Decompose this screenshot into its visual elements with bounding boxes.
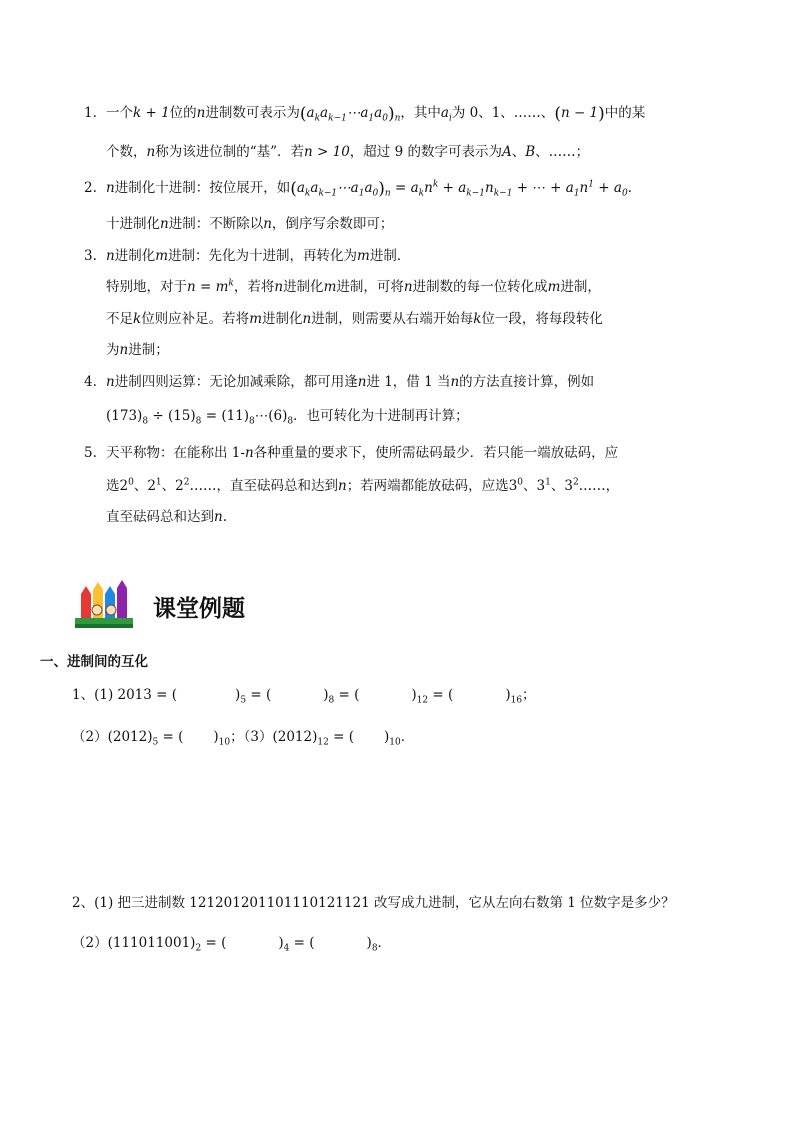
text: 进制化 [262,311,303,327]
math-A: A [501,144,512,160]
item-number: 3. [84,248,97,264]
item-1-line-2 [106,142,589,162]
math-n: n [106,374,115,390]
text: 十进制化 [106,216,160,232]
text: 进制化 [114,248,156,264]
text: 为 0、1、……、 [451,105,555,121]
item-5-line-2 [106,476,619,496]
math-base: 2 [175,478,184,494]
text: 个数， [106,144,147,160]
math-B: B [525,144,536,160]
section-1-title: 一、进制间的互化 [40,654,148,670]
math-ai: a [440,105,449,121]
item-4-line-1 [84,372,594,392]
item-5-line-3 [106,507,227,527]
math-n: n [214,509,223,525]
math-sub: 12 [317,737,329,748]
text: ……，直至砝码总和达到 [189,478,338,494]
text: 进制：先化为十进制，再转化为 [168,248,358,264]
section-heading-title: 课堂例题 [153,596,245,622]
math-6: (6) [268,408,288,424]
text: 一个 [106,105,133,121]
math-pow: 2 [183,477,190,488]
math-sub: 5 [240,695,247,706]
text: 进制数可表示为 [205,105,300,121]
item-3-line-2 [106,277,601,297]
text: 、 [133,478,148,494]
text: ) [213,729,219,745]
math-exp-k: k [228,278,234,289]
math-m: m [357,248,370,264]
item-5-line-1 [84,443,618,463]
text: 进制四则运算：无论加减乘除，都可用逢 [114,374,358,390]
math-paren: ( [290,179,297,199]
item-2-line-2 [106,214,393,234]
math-op: ⋯ [254,408,269,424]
item-4-line-2 [106,406,469,426]
math-pow: 1 [155,477,162,488]
math-n-minus-1: n − 1 [560,105,599,121]
question-2-part-1 [72,893,675,913]
text: ) [366,935,372,951]
math-k: k [133,311,142,327]
math-n: n [357,374,367,390]
math-m: m [155,248,169,264]
math-k: k [473,311,482,327]
text: 1、(1) 2013 = ( [72,687,178,703]
item-2-line-1: 2. n进制化十进制：按位展开，如$(a_ka_{k-1}\cdots a_1a_0)_n = a_kn^k + a_{k-1}n_{k-1}$ + ⋯ + $a_1n^1 + a_0$． [84,179,642,199]
text: 为 [106,342,120,358]
math-173: (173) [106,408,143,424]
text: ) [505,687,511,703]
math-sub: 8 [249,416,255,427]
math-n: n [119,342,129,358]
text: 进制； [128,342,169,358]
text: 选 [106,478,120,494]
text: ；若两端都能放砝码，应选 [346,478,509,494]
text: ．也可转化为十进制再计算； [293,408,469,424]
text: . [222,509,227,525]
text: = ( [246,687,272,703]
math-base: 3 [536,478,546,494]
math-digits: $a_ka_{k-1}\cdots a_1a_0$ [296,180,379,199]
item-3-line-3 [106,309,603,329]
text: 位则应补足。若将 [141,311,250,327]
math-sub: 12 [416,695,429,706]
text: 进制化 [283,279,324,295]
item-number: 5. [84,445,97,461]
math-pow: 0 [128,477,134,488]
text: ． [377,935,392,951]
text: 各种重量的要求下，使所需砝码最少．若只能一端放砝码，应 [253,445,619,461]
item-3-line-1 [84,246,410,266]
math-pow: 2 [572,477,579,488]
text: 不足 [106,311,133,327]
item-number: 1. [84,105,97,121]
item-3-line-4 [106,340,169,360]
text: 、 [161,478,176,494]
text: 进制，可将 [336,279,404,295]
text: ) [411,687,417,703]
question-2-part-2 [72,933,391,953]
text: 、 [523,478,537,494]
text: 2、(1) 把三进制数 121201201101110121121 改写成九进制，它从左向右数第 1 位数字是多少？ [72,895,675,911]
text: 特别地，对于 [106,279,187,295]
math-sub: 2 [195,943,202,954]
text: 进制：不断除以 [168,216,264,232]
math-n-eq-mk: n = m [187,279,229,295]
math-digits: $a_ka_{k-1}\cdots a_1a_0$ [306,105,388,124]
text: 天平称物：在能称出 1- [106,445,245,461]
math-expansion: = $a_kn^k + a_{k-1}n_{k-1}$ + ⋯ + $a_1n^1 + a_0$． [390,179,642,199]
math-number: (2012) [272,729,318,745]
math-paren: ( [299,104,307,124]
text: 进 1，借 1 当 [366,374,451,390]
text: ) [235,687,241,703]
math-n: n [450,374,460,390]
math-n: n [263,216,272,232]
math-sub: 8 [195,416,202,427]
text: = ( [158,729,184,745]
item-1-line-1: 1. 一个k + 1位的n进制数可表示为$(a_ka_{k-1}\cdots a_1a_0)_n$，其中$a_i$为 0、1、……、(n − 1)中的某 [84,104,646,124]
math-n: n [403,279,413,295]
text: = ( [328,729,354,745]
text: （3） [243,729,273,745]
text: 的方法直接计算，例如 [459,374,595,390]
math-11: (11) [221,408,250,424]
math-n: n [106,248,115,264]
text: ，其中 [400,105,441,121]
math-base: 2 [147,478,156,494]
text: 、 [550,478,565,494]
text: 进制， [560,279,601,295]
math-sub: 8 [287,416,294,427]
math-n: n [302,311,312,327]
math-sub: 4 [283,943,290,954]
math-sub: 16 [510,695,523,706]
math-n: n [196,105,206,121]
math-sub: 5 [152,737,159,748]
math-sub: 10 [218,737,231,748]
text: = ( [428,687,454,703]
text: （2） [72,935,108,951]
math-n: n [337,478,347,494]
math-m: m [547,279,561,295]
math-ai-sub: i [448,113,452,124]
math-base: 3 [508,478,518,494]
question-1-part-2 [72,727,414,747]
math-base: 2 [119,478,129,494]
math-n: n [146,144,156,160]
math-number: (111011001) [107,935,196,951]
math-paren: ) [598,104,605,124]
text: 、……； [535,144,590,160]
math-sub: 8 [142,416,149,427]
math-paren: ) [387,104,395,124]
math-k-plus-1: k + 1 [133,105,170,121]
math-pow: 0 [517,477,524,488]
math-15: (15) [167,408,196,424]
text: = ( [334,687,360,703]
item-number: 2. [84,180,97,196]
math-m: m [323,279,337,295]
text: 称为该进位制的“基”．若 [155,144,305,160]
math-paren: ( [554,104,561,124]
math-op: = [201,408,222,424]
text: ； [522,687,536,703]
math-n: n [160,216,169,232]
math-n: n [106,180,115,196]
text: 位的 [169,105,197,121]
text: ) [323,687,329,703]
pencils-icon [73,580,135,630]
math-base: 3 [564,478,573,494]
math-paren: ) [378,179,385,199]
math-sub: 10 [389,737,401,748]
text: 进制． [369,248,411,264]
math-n-gt-10: n > 10 [304,144,350,160]
item-number: 4. [84,374,97,390]
text: ； [230,729,244,745]
text: ……， [578,478,620,494]
text: 中的某 [604,105,646,121]
math-sub: 8 [371,943,378,954]
math-m: m [249,311,262,327]
text: = ( [201,935,227,951]
text: 位一段，将每段转化 [481,311,603,327]
text: 进制数的每一位转化成 [412,279,548,295]
text: ，倒序写余数即可； [271,216,394,232]
math-number: (2012) [107,729,153,745]
text: ，若将 [233,279,275,295]
question-1-part-1 [72,685,536,705]
math-n: n [244,445,254,461]
text: ． [400,729,415,745]
text: ) [278,935,284,951]
text: （2） [72,729,108,745]
math-n: n [274,279,284,295]
text: 进制，则需要从右端开始每 [311,311,474,327]
text: = ( [289,935,315,951]
text: 直至砝码总和达到 [106,509,214,525]
math-sub: 8 [328,695,335,706]
text: ，超过 9 的数字可表示为 [349,144,502,160]
math-pow: 1 [545,477,551,488]
text: 、 [511,144,526,160]
text: ) [383,729,390,745]
math-op: ÷ [148,408,168,424]
text: 进制化十进制：按位展开，如 [114,180,291,196]
section-heading [73,580,313,632]
